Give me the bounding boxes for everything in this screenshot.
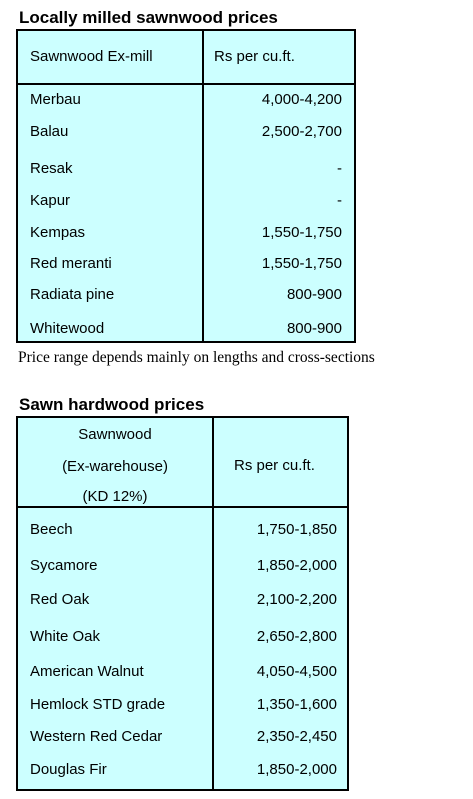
- column-divider: [202, 31, 204, 341]
- table2-title: Sawn hardwood prices: [19, 395, 205, 414]
- row-name: Whitewood: [30, 320, 105, 337]
- row-name: Merbau: [30, 91, 81, 108]
- row-price: 1,550-1,750: [261, 255, 342, 272]
- row-price: 4,000-4,200: [261, 91, 342, 108]
- row-price: 1,550-1,750: [261, 224, 342, 241]
- table1-title: Locally milled sawnwood prices: [19, 8, 278, 27]
- row-price: 2,100-2,200: [256, 591, 337, 608]
- row-name: Hemlock STD grade: [30, 696, 166, 713]
- header-sawnwood-line3: (KD 12%): [82, 488, 148, 505]
- header-sawnwood: Sawnwood Ex-mill: [30, 48, 153, 65]
- row-price: -: [337, 160, 342, 177]
- column-divider: [212, 418, 214, 789]
- row-price: 2,500-2,700: [261, 123, 342, 140]
- row-name: Red meranti: [30, 255, 112, 272]
- row-name: Douglas Fir: [30, 761, 107, 778]
- header-divider: [18, 83, 354, 85]
- price-note: Price range depends mainly on lengths and cross-sections: [18, 349, 375, 366]
- row-name: Red Oak: [30, 591, 90, 608]
- sawnwood-price-table: [16, 29, 356, 343]
- row-price: 1,750-1,850: [256, 521, 337, 538]
- hardwood-price-table: [16, 416, 349, 791]
- row-price: -: [337, 192, 342, 209]
- row-price: 800-900: [286, 320, 342, 337]
- header-price: Rs per cu.ft.: [214, 48, 295, 65]
- header-sawnwood-line2: (Ex-warehouse): [62, 458, 168, 475]
- header-price: Rs per cu.ft.: [234, 457, 315, 474]
- row-name: Resak: [30, 160, 73, 177]
- header-sawnwood-line1: Sawnwood: [78, 426, 152, 443]
- row-name: Kempas: [30, 224, 86, 241]
- row-name: Balau: [30, 123, 69, 140]
- row-name: Kapur: [30, 192, 71, 209]
- row-name: American Walnut: [30, 663, 144, 680]
- header-divider: [18, 506, 347, 508]
- row-name: Beech: [30, 521, 73, 538]
- row-price: 2,650-2,800: [256, 628, 337, 645]
- row-name: Sycamore: [30, 557, 98, 574]
- row-price: 1,850-2,000: [256, 761, 337, 778]
- row-price: 1,350-1,600: [256, 696, 337, 713]
- row-price: 4,050-4,500: [256, 663, 337, 680]
- row-name: Radiata pine: [30, 286, 115, 303]
- row-name: Western Red Cedar: [30, 728, 163, 745]
- row-price: 2,350-2,450: [256, 728, 337, 745]
- row-name: White Oak: [30, 628, 101, 645]
- row-price: 1,850-2,000: [256, 557, 337, 574]
- row-price: 800-900: [286, 286, 342, 303]
